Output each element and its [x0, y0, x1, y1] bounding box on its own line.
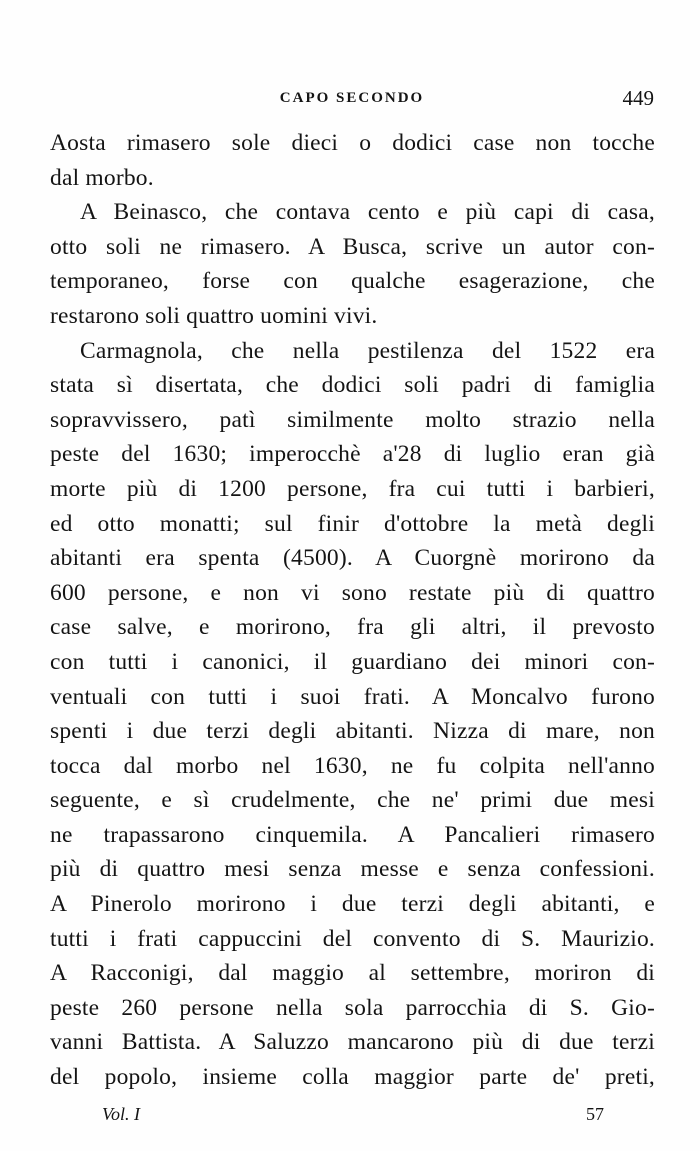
running-head	[50, 86, 654, 116]
text-line: tocca dal morbo nel 1630, ne fu colpita nell'anno	[50, 752, 655, 779]
volume-signature: Vol. I	[102, 1104, 140, 1124]
text-line: peste 260 persone nella sola parrocchia di S. Gio-	[50, 994, 655, 1021]
text-line: 600 persone, e non vi sono restate più di quattro	[50, 579, 655, 606]
text-line: morte più di 1200 persone, fra cui tutti i barbieri,	[50, 475, 655, 502]
text-line: più di quattro mesi senza messe e senza confessioni.	[50, 856, 655, 883]
text-line: Carmagnola, che nella pestilenza del 1522 era	[80, 337, 655, 364]
text-line: dal morbo.	[50, 164, 154, 191]
text-line: A Racconigi, dal maggio al settembre, moriron di	[50, 960, 655, 987]
text-line: case salve, e morirono, fra gli altri, il prevosto	[50, 614, 655, 641]
text-line: Aosta rimasero sole dieci o dodici case non tocche	[50, 130, 655, 156]
text-line: stata sì disertata, che dodici soli padri di famiglia	[50, 372, 655, 399]
text-line: spenti i due terzi degli abitanti. Nizza di mare, non	[50, 718, 655, 745]
text-line: restarono soli quattro uomini vivi.	[50, 302, 378, 329]
body-text	[50, 126, 655, 1095]
text-line: del popolo, insieme colla maggior parte de' preti,	[50, 1064, 655, 1091]
page-number: 449	[622, 86, 654, 110]
text-line: ventuali con tutti i suoi frati. A Moncalvo furono	[50, 683, 655, 710]
text-line: seguente, e sì crudelmente, che ne' primi due mesi	[50, 787, 655, 814]
text-line: tutti i frati cappuccini del convento di S. Maurizio.	[50, 925, 655, 952]
text-line: otto soli ne rimasero. A Busca, scrive un autor con-	[50, 233, 655, 260]
text-line: peste del 1630; imperocchè a'28 di luglio eran già	[50, 441, 655, 468]
text-line: ne trapassarono cinquemila. A Pancalieri rimasero	[50, 821, 655, 848]
page-footer	[50, 1104, 654, 1134]
running-title: CAPO SECONDO	[279, 90, 425, 106]
text-line: temporaneo, forse con qualche esagerazione, che	[50, 268, 655, 295]
text-line: abitanti era spenta (4500). A Cuorgnè morirono da	[50, 545, 655, 572]
text-line: vanni Battista. A Saluzzo mancarono più di due terzi	[50, 1029, 655, 1056]
text-line: ed otto monatti; sul finir d'ottobre la metà degli	[50, 510, 655, 537]
sheet-number: 57	[586, 1104, 604, 1124]
text-line: con tutti i canonici, il guardiano dei minori con-	[50, 648, 655, 675]
text-line: A Beinasco, che contava cento e più capi di casa,	[80, 199, 655, 226]
text-line: sopravvissero, patì similmente molto strazio nella	[50, 406, 655, 433]
text-line: A Pinerolo morirono i due terzi degli abitanti, e	[50, 891, 655, 918]
